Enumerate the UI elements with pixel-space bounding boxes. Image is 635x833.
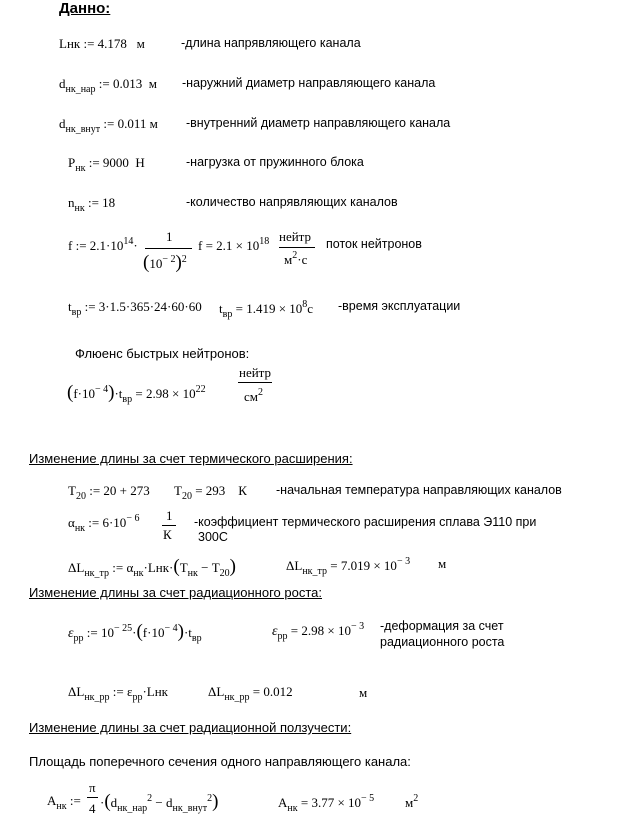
flux-fraction-denominator: $(10^{- 2})^2$ [143, 252, 187, 273]
flux-fraction-numerator: 1 [166, 229, 173, 244]
t20-comment: -начальная температура направляющих каналов [276, 483, 562, 497]
alpha-unit-bar [162, 525, 176, 526]
section-radgrowth-heading: Изменение длины за счет радиационного роста: [29, 585, 322, 600]
l-nk-comment: -длина напрявляющего канала [181, 36, 361, 50]
flux-formula-lhs: f := $2.1\cdot 10^{14}\cdot$ [68, 236, 138, 253]
flux-unit-denominator: $м^2\cdot с$ [284, 250, 308, 267]
flux-comment: поток нейтронов [326, 237, 422, 251]
t20-formula: $T_{20}$ := 20 + 273 [68, 483, 150, 502]
p-nk-formula: $P_{нк}$ := 9000 Н [68, 155, 145, 174]
dl-tr-formula: $\Delta L_{нк\_тр}$ := $\alpha_{нк}\cdot Lнк\cdot(T_{нк} - T_{20})$ [68, 556, 236, 579]
area-lhs: $A_{нк}$ := [47, 793, 81, 812]
eps-result: $\varepsilon_{рр} = 2.98 \times 10^{- 3}$ [272, 621, 365, 642]
dl-tr-result: $\Delta L_{нк\_тр} = 7.019 \times 10^{- 3}$ [286, 556, 411, 577]
fluence-label: Флюенс быстрых нейтронов: [75, 346, 250, 361]
flux-unit-bar [279, 247, 315, 248]
area-result: $A_{нк} = 3.77 \times 10^{- 5}$ [278, 793, 375, 814]
d-nar-formula: $d_{нк\_нар}$ := 0.013 м [59, 76, 157, 95]
alpha-comment-line1: -коэффициент термического расширения сплава Э110 при [194, 515, 537, 529]
area-label: Площадь поперечного сечения одного направляющего канала: [29, 754, 411, 769]
t-vr-comment: -время эксплуатации [338, 299, 461, 313]
dl-tr-unit: м [438, 556, 447, 571]
eps-comment-line2: радиационного роста [380, 635, 505, 649]
section-thermal-heading: Изменение длины за счет термического расширения: [29, 451, 353, 466]
eps-comment-line1: -деформация за счет [380, 619, 504, 633]
n-nk-formula: $n_{нк}$ := 18 [68, 195, 116, 214]
dl-pp-result: $\Delta L_{нк\_рр} = 0.012$ [208, 684, 293, 703]
d-vnut-comment: -внутренний диаметр направляющего канала [186, 116, 451, 130]
n-nk-comment: -количество напрявляющих каналов [186, 195, 398, 209]
p-nk-comment: -нагрузка от пружинного блока [186, 155, 364, 169]
alpha-comment-line2: 300С [198, 530, 228, 544]
fluence-unit-denominator: $см^2$ [244, 387, 263, 404]
area-unit: $м^2$ [405, 793, 419, 810]
section-creep-heading: Изменение длины за счет радиационной ползучести: [29, 720, 352, 735]
dl-pp-formula: $\Delta L_{нк\_рр}$ := $\varepsilon_{рр}\cdot Lнк$ [68, 684, 168, 703]
area-four: 4 [89, 801, 96, 816]
area-diameters: $\cdot(d_{нк\_нар}^2 - d_{нк\_внут}^2)$ [100, 791, 219, 814]
dl-pp-unit: м [359, 685, 368, 700]
page-heading: Данно: [59, 0, 111, 17]
t20-result: $T_{20} = 293$ К [174, 483, 247, 502]
alpha-unit-denominator: К [163, 527, 172, 542]
alpha-formula: $\alpha_{нк}$ := $6\cdot 10^{- 6}$ [68, 513, 140, 534]
fluence-unit-bar [238, 382, 272, 383]
fluence-unit-numerator: нейтр [239, 365, 272, 380]
d-vnut-formula: $d_{нк\_внут}$ := 0.011 м [59, 116, 158, 135]
area-pi: π [89, 780, 96, 795]
eps-formula: $\varepsilon_{рр}$ := $10^{- 25}\cdot(f\cdot 10^{- 4})\cdot t_{вр}$ [68, 621, 202, 644]
area-fraction-bar [87, 797, 98, 798]
t-vr-result: $t_{вр} = 1.419 \times 10^8с$ [219, 299, 314, 320]
fluence-expression: $(f\cdot 10^{- 4})\cdot t_{вр} = 2.98 \times 10^{22}$ [67, 382, 206, 405]
flux-unit-numerator: нейтр [279, 229, 312, 244]
flux-fraction-bar [145, 248, 192, 249]
flux-result: $f = 2.1 \times 10^{18}$ [198, 236, 270, 253]
l-nk-formula: Lнк := 4.178 м [59, 36, 145, 51]
d-nar-comment: -наружний диаметр направляющего канала [182, 76, 436, 90]
t-vr-formula: $t_{вр}$ := 3·1.5·365·24·60·60 [68, 299, 202, 318]
alpha-unit-numerator: 1 [166, 508, 173, 523]
